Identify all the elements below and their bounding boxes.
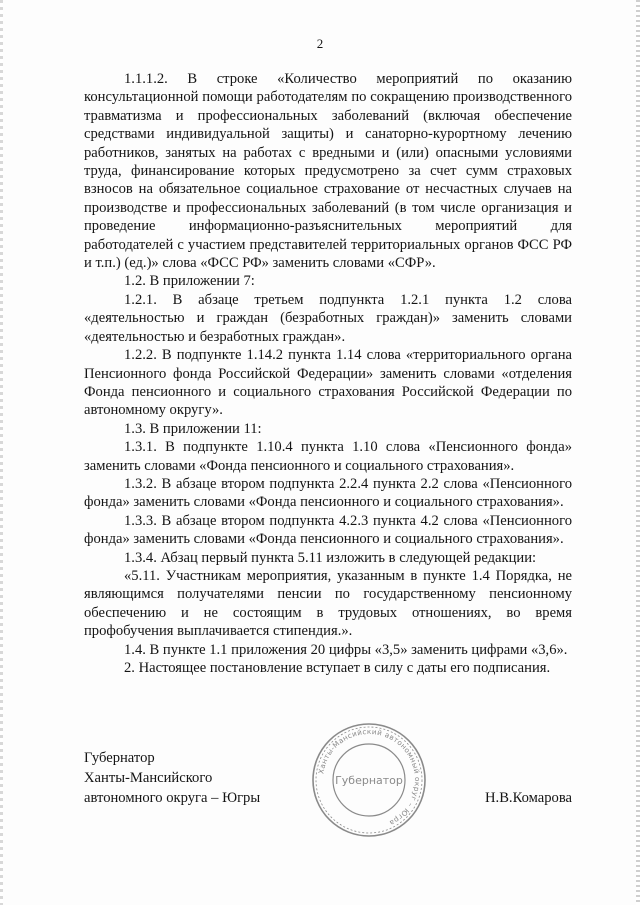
seal-ring-text: Ханты-Мансийский автономный округ – Югра bbox=[316, 726, 423, 828]
signatory-title-line: автономного округа – Югры bbox=[84, 790, 261, 806]
official-seal-stamp bbox=[309, 720, 429, 840]
seal-center-text: Губернатор bbox=[335, 774, 403, 787]
paragraph-1-2: 1.2. В приложении 7: bbox=[124, 273, 255, 290]
paragraph-1-4: 1.4. В пункте 1.1 приложения 20 цифры «3,5» заменить цифрами «3,6». bbox=[124, 641, 568, 658]
paragraph-1-1-1-2: 1.1.1.2. В строке «Количество мероприятий по оказанию консультационной помощи работодателям по сокращению производственного травматизма и профессиональных заболеваний (включая обеспечение средствами индивидуальной защиты) и санаторно-курортному лечению работников, занятых на работах с вредными и (или) опасными условиями труда, финансирование которых предусмотрено за счет сумм страховых взносов на обязательное социальное страхование от несчастных случаев на производстве и профессиональных заболеваний (в том числе организация и проведение информационно-разъяснительных мероприятий для работодателей с участием представителей территориальных органов ФСС РФ и т.п.) (ед.)» слова «ФСС РФ» заменить словами «СФР». bbox=[84, 71, 572, 272]
signatory-name: Н.В.Комарова bbox=[485, 790, 572, 806]
paragraph-2: 2. Настоящее постановление вступает в силу с даты его подписания. bbox=[124, 660, 551, 676]
signatory-title-line: Ханты-Мансийского bbox=[84, 770, 213, 786]
signature-block bbox=[84, 726, 572, 838]
scan-edge-right bbox=[636, 0, 640, 905]
paragraph-1-3-4: 1.3.4. Абзац первый пункта 5.11 изложить в следующей редакции: bbox=[124, 549, 537, 566]
signatory-title bbox=[84, 748, 260, 808]
signatory-title-line: Губернатор bbox=[84, 750, 155, 766]
paragraph-1-3-2: 1.3.2. В абзаце втором подпункта 2.2.4 пункта 2.2 слова «Пенсионного фонда» заменить словами «Фонда пенсионного и социального страхования». bbox=[84, 475, 572, 511]
seal-icon bbox=[309, 720, 429, 840]
scan-edge-left bbox=[0, 0, 3, 905]
paragraph-1-3: 1.3. В приложении 11: bbox=[124, 420, 262, 437]
paragraph-quote-5-11: «5.11. Участникам мероприятия, указанным в пункте 1.4 Порядка, не являющимся получателями пенсии по государственному пенсионному обеспечению и не состоящим в трудовых отношениях, во время профобучения выплачивается стипендия.». bbox=[84, 567, 572, 640]
paragraph-1-2-1: 1.2.1. В абзаце третьем подпункта 1.2.1 пункта 1.2 слова «деятельностью и граждан (безработных граждан)» заменить словами «деятельностью и безработных граждан». bbox=[84, 291, 572, 345]
paragraph-1-3-3: 1.3.3. В абзаце втором подпункта 4.2.3 пункта 4.2 слова «Пенсионного фонда» заменить словами «Фонда пенсионного и социального страхования». bbox=[84, 512, 572, 548]
paragraph-1-3-1: 1.3.1. В подпункте 1.10.4 пункта 1.10 слова «Пенсионного фонда» заменить словами «Фонда пенсионного и социального страхования». bbox=[84, 439, 572, 474]
document-body bbox=[84, 70, 572, 677]
paragraph-1-2-2: 1.2.2. В подпункте 1.14.2 пункта 1.14 слова «территориального органа Пенсионного фонда Российской Федерации» заменить словами «отделения Фонда пенсионного и социального страхования Российской Федерации по автономному округу». bbox=[84, 347, 572, 419]
page-number: 2 bbox=[316, 36, 324, 51]
